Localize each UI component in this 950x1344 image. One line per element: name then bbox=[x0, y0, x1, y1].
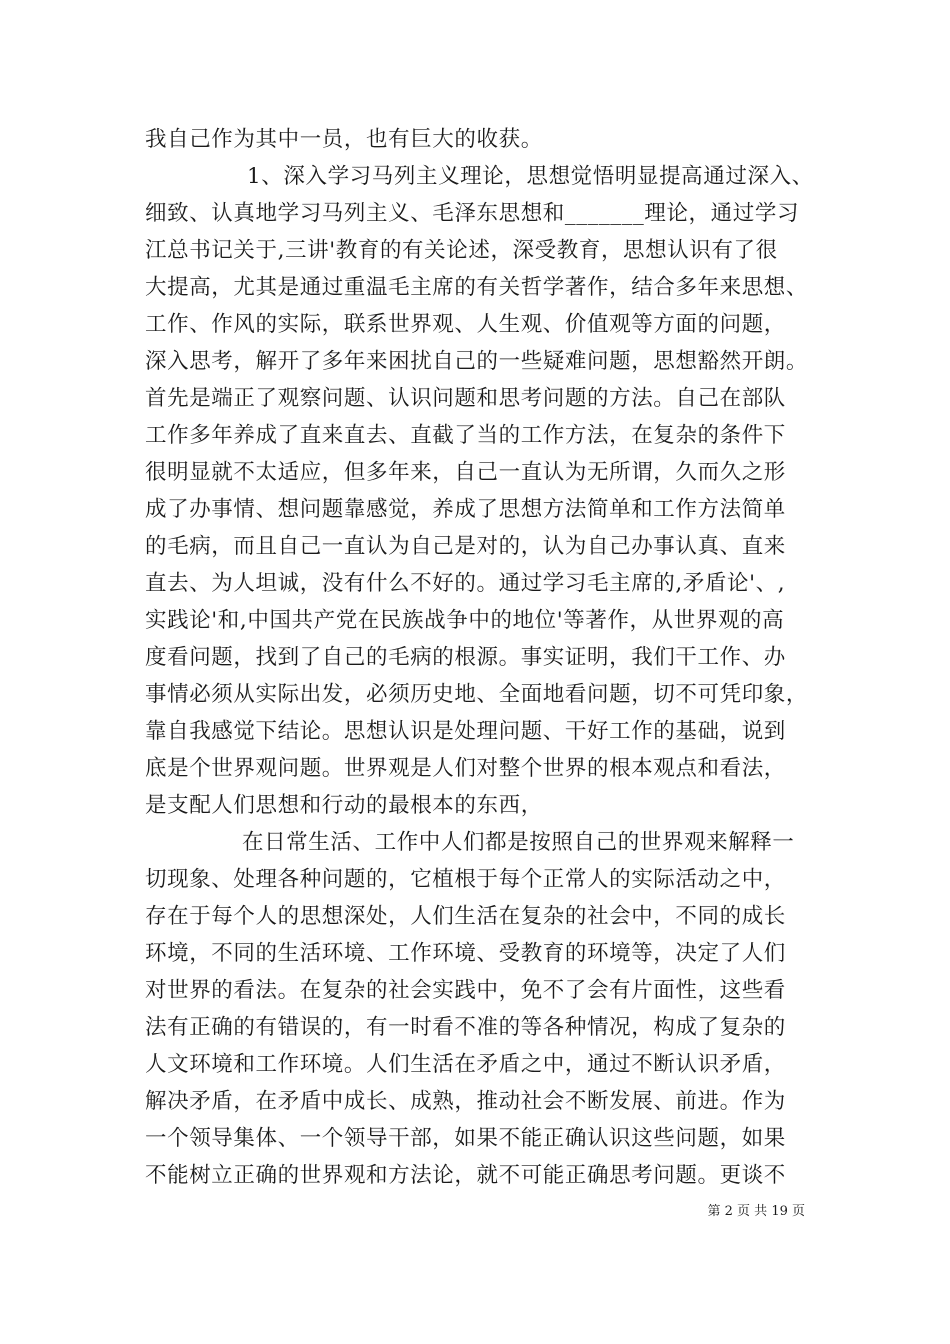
text-line: 大提高，尤其是通过重温毛主席的有关哲学著作，结合多年来思想、 bbox=[145, 275, 809, 300]
text-line: 直去、为人坦诚，没有什么不好的。通过学习毛主席的,矛盾论'、, bbox=[145, 571, 786, 596]
text-line: 存在于每个人的思想深处，人们生活在复杂的社会中，不同的成长 bbox=[145, 904, 786, 929]
text-line: 对世界的看法。在复杂的社会实践中，免不了会有片面性，这些看 bbox=[145, 978, 786, 1003]
text-line: 是支配人们思想和行动的最根本的东西， bbox=[145, 793, 543, 818]
text-line: 不能树立正确的世界观和方法论，就不可能正确思考问题。更谈不 bbox=[145, 1163, 786, 1188]
text-line: 人文环境和工作环境。人们生活在矛盾之中，通过不断认识矛盾， bbox=[145, 1052, 786, 1077]
text-line: 细致、认真地学习马列主义、毛泽东思想和_______理论，通过学习 bbox=[145, 201, 800, 226]
text-line: 靠自我感觉下结论。思想认识是处理问题、干好工作的基础，说到 bbox=[145, 719, 786, 744]
text-line: 在日常生活、工作中人们都是按照自己的世界观来解释一 bbox=[242, 830, 795, 855]
text-line: 度看问题，找到了自己的毛病的根源。事实证明，我们干工作、办 bbox=[145, 645, 786, 670]
text-line: 环境，不同的生活环境、工作环境、受教育的环境等，决定了人们 bbox=[145, 941, 786, 966]
text-line: 很明显就不太适应，但多年来，自己一直认为无所谓，久而久之形 bbox=[145, 460, 786, 485]
text-line: 底是个世界观问题。世界观是人们对整个世界的根本观点和看法， bbox=[145, 756, 786, 781]
text-line: 1、深入学习马列主义理论，思想觉悟明显提高通过深入、 bbox=[247, 164, 814, 189]
text-line: 首先是端正了观察问题、认识问题和思考问题的方法。自己在部队 bbox=[145, 386, 786, 411]
text-line: 切现象、处理各种问题的，它植根于每个正常人的实际活动之中， bbox=[145, 867, 786, 892]
text-line: 工作多年养成了直来直去、直截了当的工作方法，在复杂的条件下 bbox=[145, 423, 786, 448]
text-line: 的毛病，而且自己一直认为自己是对的，认为自己办事认真、直来 bbox=[145, 534, 786, 559]
text-line: 法有正确的有错误的，有一时看不准的等各种情况，构成了复杂的 bbox=[145, 1015, 786, 1040]
text-line: 实践论'和,中国共产党在民族战争中的地位'等著作，从世界观的高 bbox=[145, 608, 785, 633]
text-line: 我自己作为其中一员，也有巨大的收获。 bbox=[145, 127, 543, 152]
page-number-footer: 第 2 页 共 19 页 bbox=[707, 1204, 805, 1219]
text-line: 事情必须从实际出发，必须历史地、全面地看问题，切不可凭印象， bbox=[145, 682, 809, 707]
text-line: 江总书记关于,三讲'教育的有关论述，深受教育，思想认识有了很 bbox=[145, 238, 778, 263]
text-line: 一个领导集体、一个领导干部，如果不能正确认识这些问题，如果 bbox=[145, 1126, 786, 1151]
text-line: 深入思考，解开了多年来困扰自己的一些疑难问题，思想豁然开朗。 bbox=[145, 349, 809, 374]
text-line: 解决矛盾，在矛盾中成长、成熟，推动社会不断发展、前进。作为 bbox=[145, 1089, 786, 1114]
text-line: 工作、作风的实际，联系世界观、人生观、价值观等方面的问题， bbox=[145, 312, 786, 337]
text-line: 成了办事情、想问题靠感觉，养成了思想方法简单和工作方法简单 bbox=[145, 497, 786, 522]
